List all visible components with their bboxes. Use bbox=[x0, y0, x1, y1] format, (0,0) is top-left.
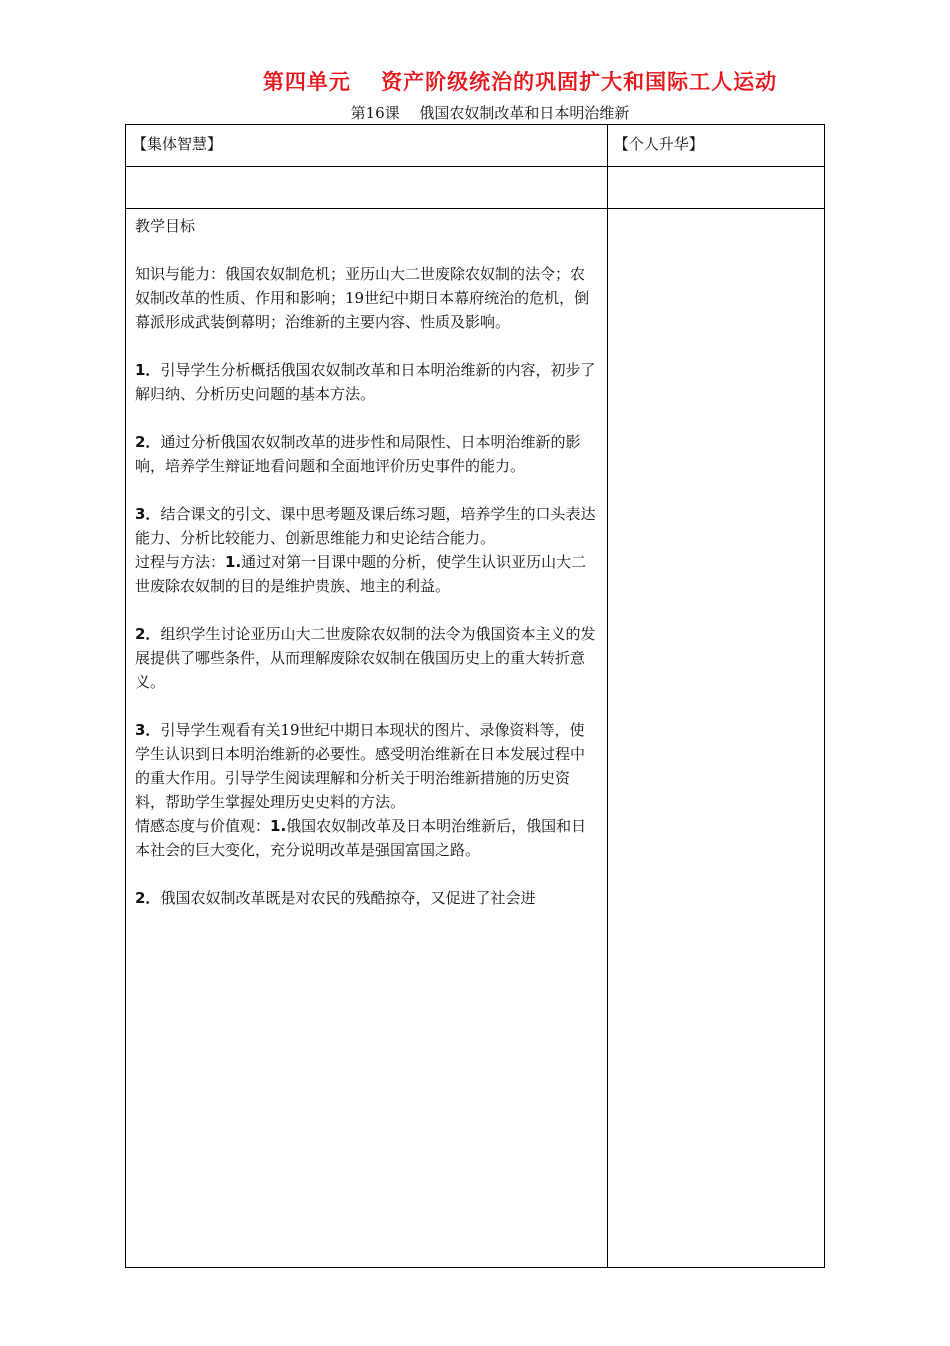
process-item-1 bbox=[135, 550, 598, 598]
header-row bbox=[126, 125, 825, 167]
unit-title: 第四单元 资产阶级统治的巩固扩大和国际工人运动 bbox=[262, 70, 778, 94]
item-number: 2． bbox=[135, 433, 161, 451]
knowledge-paragraph: 知识与能力：俄国农奴制危机；亚历山大二世废除农奴制的法令；农奴制改革的性质、作用和影响；19世纪中期日本幕府统治的危机，倒幕派形成武装倒幕明；治维新的主要内容、性质及影响。 bbox=[135, 265, 590, 331]
knowledge-item-1 bbox=[135, 358, 598, 406]
teaching-objectives bbox=[126, 209, 607, 910]
emotion-item-1 bbox=[135, 814, 598, 862]
blank-left-cell bbox=[126, 167, 608, 209]
item-text: 俄国农奴制改革既是对农民的残酷掠夺，又促进了社会进 bbox=[160, 889, 536, 907]
personal-sublimation-header: 【个人升华】 bbox=[613, 135, 704, 153]
knowledge-item-2 bbox=[135, 430, 598, 478]
item-number: 1. bbox=[270, 817, 287, 835]
item-text: 俄国农奴制改革及日本明治维新后，俄国和日本社会的巨大变化，充分说明改革是强国富国之路。 bbox=[135, 817, 587, 859]
knowledge-item-3 bbox=[135, 502, 598, 550]
item-number: 2． bbox=[135, 889, 161, 907]
lesson-title: 第16课 俄国农奴制改革和日本明治维新 bbox=[350, 104, 630, 122]
item-text: 组织学生讨论亚历山大二世废除农奴制的法令为俄国资本主义的发展提供了哪些条件，从而理解废除农奴制在俄国历史上的重大转折意义。 bbox=[135, 625, 596, 691]
item-text: 引导学生观看有关19世纪中期日本现状的图片、录像资料等，使学生认识到日本明治维新的必要性。感受明治维新在日本发展过程中的重大作用。引导学生阅读理解和分析关于明治维新措施的历史资料，帮助学生掌握处理历史史料的方法。 bbox=[135, 721, 586, 811]
item-number: 1. bbox=[225, 553, 242, 571]
item-number: 1． bbox=[135, 361, 161, 379]
item-text: 通过分析俄国农奴制改革的进步性和局限性、日本明治维新的影响，培养学生辩证地看问题和全面地评价历史事件的能力。 bbox=[135, 433, 581, 475]
item-number: 3． bbox=[135, 721, 161, 739]
item-number: 3． bbox=[135, 505, 161, 523]
notes-cell bbox=[607, 209, 824, 1268]
lesson-plan-table bbox=[125, 124, 825, 1268]
item-number: 2． bbox=[135, 625, 161, 643]
process-lead: 过程与方法： bbox=[135, 553, 226, 571]
emotion-item-2 bbox=[135, 886, 598, 910]
left-header-cell bbox=[126, 125, 608, 167]
item-text: 通过对第一目课中题的分析，使学生认识亚历山大二世废除农奴制的目的是维护贵族、地主的利益。 bbox=[135, 553, 587, 595]
blank-right-cell bbox=[607, 167, 824, 209]
content-cell bbox=[126, 209, 608, 1268]
collective-wisdom-header: 【集体智慧】 bbox=[132, 135, 223, 153]
content-row bbox=[126, 209, 825, 1268]
process-item-3 bbox=[135, 718, 598, 814]
right-header-cell bbox=[607, 125, 824, 167]
process-item-2 bbox=[135, 622, 598, 694]
goals-heading: 教学目标 bbox=[135, 217, 196, 235]
blank-row bbox=[126, 167, 825, 209]
emotion-lead: 情感态度与价值观： bbox=[135, 817, 271, 835]
item-text: 引导学生分析概括俄国农奴制改革和日本明治维新的内容，初步了解归纳、分析历史问题的基本方法。 bbox=[135, 361, 596, 403]
item-text: 结合课文的引文、课中思考题及课后练习题，培养学生的口头表达能力、分析比较能力、创新思维能力和史论结合能力。 bbox=[135, 505, 596, 547]
